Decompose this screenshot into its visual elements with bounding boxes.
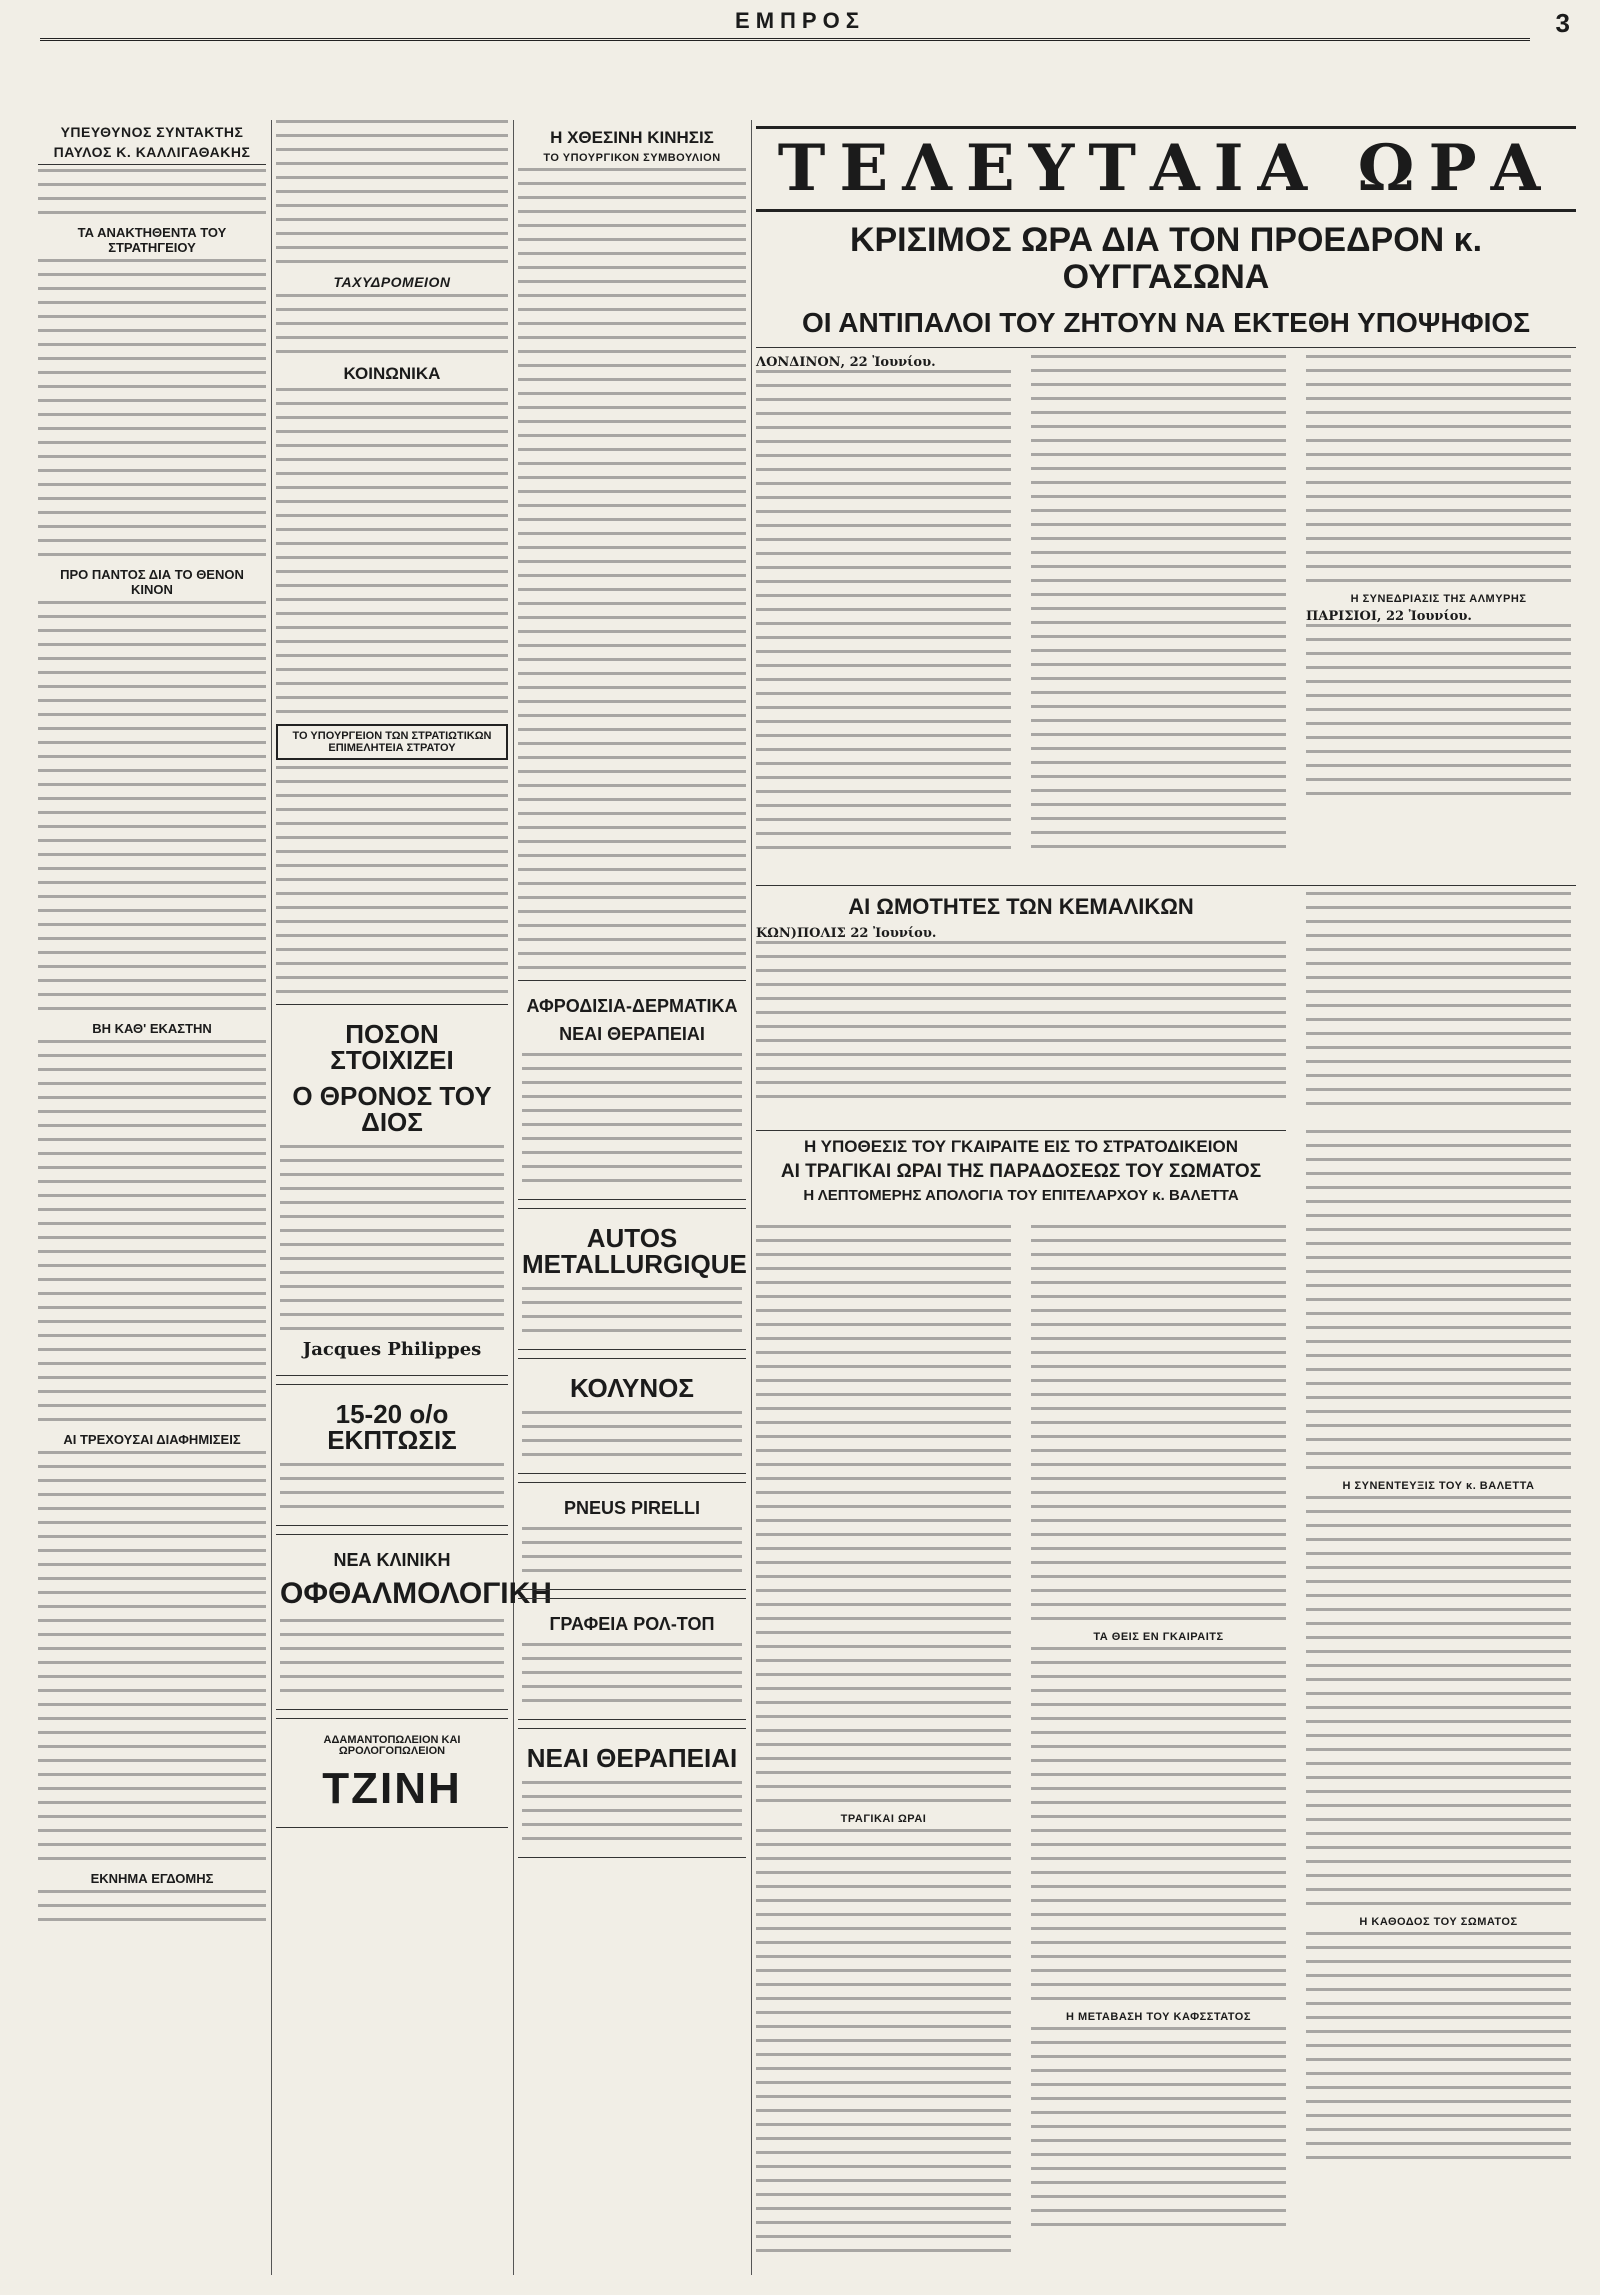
ad-name: ΤΖΙΝΗ [322, 1764, 462, 1813]
story-column [756, 886, 1286, 1109]
ad-name: Jacques Philippes [302, 1339, 482, 1360]
headline: ΠΡΟ ΠΑΝΤΟΣ ΔΙΑ ΤΟ ΘΕΝΟΝ ΚΙΝΟΝ [60, 567, 244, 597]
story-column [756, 1225, 1011, 2263]
article-text [756, 1829, 1011, 2252]
advertisement [276, 1718, 508, 1828]
article-text [1306, 892, 1571, 1105]
article-text [1306, 624, 1571, 795]
ad-heading: ΝΕΑΙ ΘΕΡΑΠΕΙΑΙ [526, 1743, 738, 1773]
ad-text [522, 1781, 742, 1840]
advertisement [518, 1598, 746, 1720]
advertisement [276, 1534, 552, 1710]
subheadline: Η ΣΥΝΕΔΡΙΑΣΙΣ ΤΗΣ ΑΛΜΥΡΗΣ [1350, 593, 1527, 605]
ad-text [280, 1463, 504, 1508]
dateline: ΚΩΝ)ΠΟΛΙΣ 22 Ἰουνίου. [756, 926, 937, 941]
lead-story [756, 355, 1576, 875]
story-column [1306, 892, 1571, 1116]
court-martial-story [756, 1130, 1576, 2275]
subheadline: Η ΣΥΝΕΝΤΕΥΞΙΣ ΤΟΥ κ. ΒΑΛΕΤΤΑ [1342, 1480, 1535, 1492]
column-divider [271, 120, 272, 2275]
headline: ΑΙ ΩΜΟΤΗΤΕΣ ΤΩΝ ΚΕΜΑΛΙΚΩΝ [848, 894, 1194, 919]
main-headline: ΚΡΙΣΙΜΟΣ ΩΡΑ ΔΙΑ ΤΟΝ ΠΡΟΕΔΡΟΝ κ. ΟΥΓΓΑΣΩΝΑ [849, 221, 1483, 297]
ministry-notice-box [276, 724, 508, 760]
headline: Η ΛΕΠΤΟΜΕΡΗΣ ΑΠΟΛΟΓΙΑ ΤΟΥ ΕΠΙΤΕΛΑΡΧΟΥ κ. ΒΑΛΕΤΤΑ [803, 1187, 1239, 1204]
subheadline: ΤΟ ΥΠΟΥΡΓΙΚΟΝ ΣΥΜΒΟΥΛΙΟΝ [543, 152, 721, 164]
page-number: 3 [1555, 8, 1570, 38]
kemalist-story [756, 885, 1576, 1126]
main-deck: ΟΙ ΑΝΤΙΠΑΛΟΙ ΤΟΥ ΖΗΤΟΥΝ ΝΑ ΕΚΤΕΘΗ ΥΠΟΨΗΦΙΟΣ [756, 307, 1576, 348]
article-text [38, 259, 266, 556]
article-text [38, 169, 266, 214]
ministry-subheading: ΕΠΙΜΕΛΗΤΕΙΑ ΣΤΡΑΤΟΥ [328, 742, 456, 754]
column-divider [751, 120, 752, 2275]
article-text [1306, 1932, 1571, 2159]
paper-name: ΕΜΠΡΟΣ [735, 8, 865, 33]
headline: ΕΚΝΗΜΑ ΕΓΔΟΜΗΣ [90, 1871, 214, 1886]
headline: ΑΙ ΤΡΕΧΟΥΣΑΙ ΔΙΑΦΗΜΙΣΕΙΣ [63, 1432, 241, 1447]
headline: ΑΙ ΤΡΑΓΙΚΑΙ ΩΡΑΙ ΤΗΣ ΠΑΡΑΔΟΣΕΩΣ ΤΟΥ ΣΩΜΑΤΟΣ [780, 1161, 1262, 1182]
ad-subheading: ΝΕΑΙ ΘΕΡΑΠΕΙΑΙ [559, 1024, 705, 1044]
headline: ΒΗ ΚΑΘ' ΕΚΑΣΤΗΝ [92, 1021, 212, 1036]
subheadline: Η ΚΑΘΟΔΟΣ ΤΟΥ ΣΩΜΑΤΟΣ [1359, 1916, 1518, 1928]
column-2 [276, 120, 552, 2275]
ad-text [522, 1411, 742, 1456]
ministry-heading: ΤΟ ΥΠΟΥΡΓΕΙΟΝ ΤΩΝ ΣΤΡΑΤΙΩΤΙΚΩΝ [292, 730, 492, 742]
article-text [1306, 1496, 1571, 1905]
advertisement [518, 1482, 746, 1590]
article-text [756, 370, 1011, 849]
story-header [756, 1130, 1286, 1212]
ad-heading: AUTOS METALLURGIQUE [522, 1223, 747, 1279]
advertisement [518, 1728, 746, 1858]
ad-heading: ΓΡΑΦΕΙΑ ΡΟΛ-ΤΟΠ [549, 1614, 715, 1634]
advertisement [276, 1004, 508, 1376]
article-text [276, 120, 508, 263]
headline: Η ΥΠΟΘΕΣΙΣ ΤΟΥ ΓΚΑΙΡΑΙΤΕ ΕΙΣ ΤΟ ΣΤΡΑΤΟΔΙΚΕΙΟΝ [803, 1137, 1238, 1156]
ad-text [522, 1287, 742, 1332]
advertisement [518, 1358, 746, 1474]
dateline: ΠΑΡΙΣΙΟΙ, 22 Ἰουνίου. [1306, 609, 1472, 624]
ad-text [522, 1643, 742, 1702]
subheadline: ΤΡΑΓΙΚΑΙ ΩΡΑΙ [840, 1813, 927, 1825]
ad-subheading: Ο ΘΡΟΝΟΣ ΤΟΥ ΔΙΟΣ [292, 1081, 492, 1137]
ad-text [522, 1053, 742, 1182]
article-text [518, 168, 746, 969]
column-1 [38, 120, 266, 2275]
editor-label: ΥΠΕΥΘΥΝΟΣ ΣΥΝΤΑΚΤΗΣ [60, 124, 244, 140]
advertisement [276, 1384, 508, 1526]
masthead-rule [40, 38, 1530, 41]
column-3 [518, 120, 746, 2275]
ad-heading: ΟΦΘΑΛΜΟΛΟΓΙΚΗ [280, 1577, 552, 1610]
article-text [1306, 355, 1571, 582]
headline: Η ΧΘΕΣΙΝΗ ΚΙΝΗΣΙΣ [550, 128, 714, 147]
dateline: ΛΟΝΔΙΝΟΝ, 22 Ἰουνίου. [756, 355, 936, 370]
article-text [276, 388, 508, 713]
ad-text [280, 1145, 504, 1330]
ad-heading: ΝΕΑ ΚΛΙΝΙΚΗ [333, 1550, 451, 1570]
section-banner: ΤΕΛΕΥΤΑΙΑ ΩΡΑ [756, 126, 1576, 212]
article-text [1031, 2027, 1286, 2226]
article-text [38, 1451, 266, 1860]
ad-heading: 15-20 ο/ο ΕΚΠΤΩΣΙΣ [327, 1399, 457, 1455]
ad-text [280, 1619, 504, 1692]
advertisement [518, 980, 746, 1200]
masthead [40, 8, 1570, 108]
article-text [276, 294, 508, 353]
article-text [38, 601, 266, 1010]
ad-heading: PNEUS PIRELLI [563, 1498, 701, 1518]
column-divider [513, 120, 514, 2275]
article-text [38, 1040, 266, 1421]
latest-news-section [756, 120, 1576, 2275]
article-text [276, 766, 508, 993]
story-column [1031, 355, 1286, 859]
subheadline: Η ΜΕΤΑΒΑΣΗ ΤΟΥ ΚΑΦΣΣΤΑΤΟΣ [1066, 2011, 1251, 2023]
social-heading: ΚΟΙΝΩΝΙΚΑ [343, 364, 441, 383]
article-text [38, 1890, 266, 1921]
ad-text [522, 1527, 742, 1572]
ad-heading: ΑΦΡΟΔΙΣΙΑ-ΔΕΡΜΑΤΙΚΑ [526, 996, 738, 1016]
ad-heading: ΑΔΑΜΑΝΤΟΠΩΛΕΙΟΝ ΚΑΙ ΩΡΟΛΟΓΟΠΩΛΕΙΟΝ [323, 1734, 461, 1757]
article-text [756, 1225, 1011, 1802]
headline: ΤΑ ΑΝΑΚΤΗΘΕΝΤΑ ΤΟΥ ΣΤΡΑΤΗΓΕΙΟΥ [77, 225, 227, 255]
story-column [1306, 355, 1571, 806]
article-text [1031, 1225, 1286, 1620]
article-text [1306, 1130, 1571, 1469]
story-column [1306, 1130, 1571, 2170]
ad-heading: ΠΟΣΟΝ ΣΤΟΙΧΙΖΕΙ [330, 1019, 454, 1075]
editor-name: ΠΑΥΛΟΣ Κ. ΚΑΛΛΙΓΑΘΑΚΗΣ [38, 144, 266, 165]
story-column [756, 355, 1011, 860]
ad-heading: ΚΟΛΥΝΟΣ [569, 1373, 695, 1403]
article-text [1031, 355, 1286, 848]
story-column [1031, 1225, 1286, 2237]
article-text [1031, 1647, 1286, 2000]
notice-heading: ΤΑΧΥΔΡΟΜΕΙΟΝ [333, 274, 451, 290]
article-text [756, 941, 1286, 1098]
subheadline: ΤΑ ΘΕΙΣ ΕΝ ΓΚΑΙΡΑΙΤΣ [1093, 1631, 1224, 1643]
advertisement [518, 1208, 746, 1350]
